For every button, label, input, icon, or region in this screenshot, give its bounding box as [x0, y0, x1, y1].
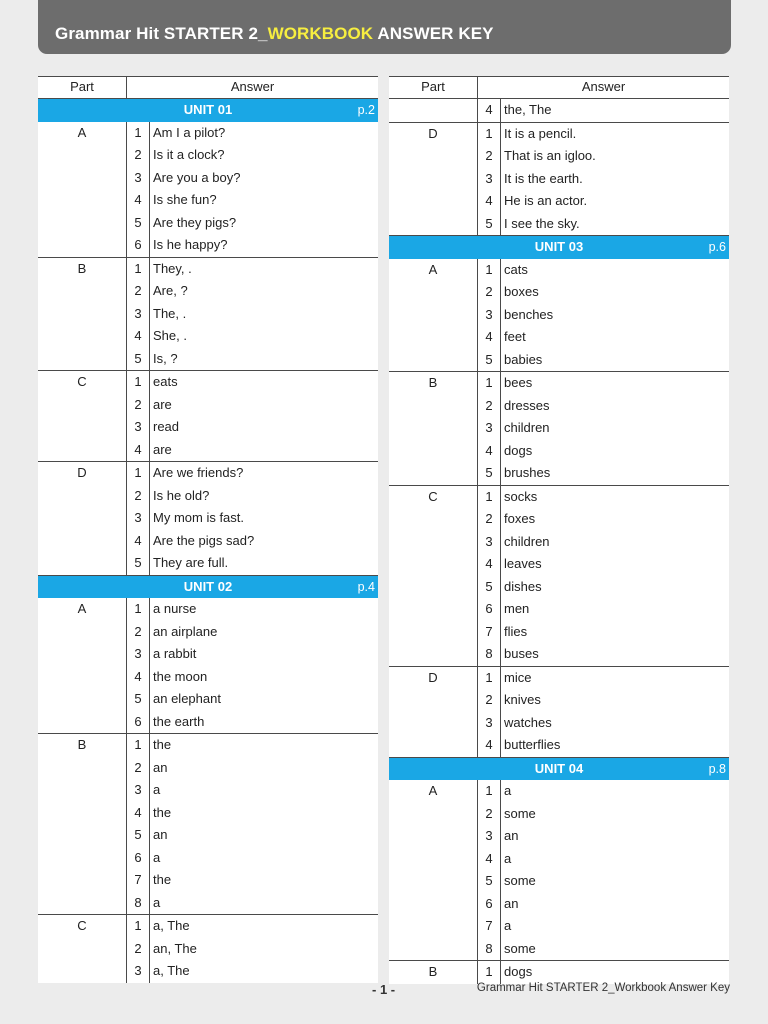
answer-row	[478, 870, 729, 893]
answer-text: an	[153, 827, 168, 842]
unit-header	[389, 236, 729, 259]
answer-list	[478, 780, 729, 960]
answer-number: 4	[127, 325, 150, 348]
answer-row	[478, 825, 729, 848]
answer-text: That is an igloo.	[504, 148, 596, 163]
answer-row	[478, 893, 729, 916]
answer-number: 5	[127, 824, 150, 847]
unit-page-ref: p.8	[708, 761, 726, 776]
answer-row	[478, 553, 729, 576]
answer-number: 1	[127, 734, 150, 757]
answer-text: are	[153, 441, 172, 457]
answer-number: 7	[127, 869, 150, 892]
answer-text: a rabbit	[153, 646, 197, 661]
answer-row	[478, 961, 729, 984]
answer-text: He is an actor.	[504, 193, 588, 208]
answer-text: flies	[504, 623, 528, 639]
answer-text: It is the earth.	[504, 170, 583, 186]
answer-number: 1	[127, 371, 150, 394]
answer-number: 2	[127, 621, 150, 644]
part-label: D	[38, 462, 127, 575]
answer-text: Are they pigs?	[153, 214, 237, 230]
answer-text: a	[504, 850, 512, 866]
answer-number: 1	[127, 122, 150, 145]
answer-text: brushes	[504, 465, 551, 480]
answer-row	[478, 531, 729, 554]
answer-number: 4	[478, 553, 501, 576]
answer-number: 3	[478, 825, 501, 848]
answer-row	[127, 394, 378, 417]
answer-row	[478, 326, 729, 349]
answer-group	[389, 372, 729, 486]
unit-title: UNIT 02	[183, 578, 233, 594]
part-label: A	[38, 122, 127, 257]
answer-text: Am I a pilot?	[153, 124, 226, 140]
answer-number: 3	[478, 531, 501, 554]
answer-text: the	[153, 804, 172, 820]
part-label: A	[38, 598, 127, 733]
answer-text: babies	[504, 351, 543, 367]
answer-row	[127, 847, 378, 870]
answer-group	[38, 122, 378, 258]
answer-text: dresses	[504, 397, 550, 413]
answer-number: 5	[478, 870, 501, 893]
answer-list	[478, 372, 729, 485]
answer-text: the moon	[153, 668, 208, 684]
answer-row	[127, 530, 378, 553]
answer-row	[127, 234, 378, 257]
answer-row	[478, 576, 729, 599]
answer-row	[478, 643, 729, 666]
answer-number: 1	[478, 667, 501, 690]
answer-group	[38, 462, 378, 576]
answer-text: an	[153, 759, 168, 775]
answer-text: some	[504, 940, 536, 956]
answer-text: a, The	[153, 963, 190, 978]
part-label: B	[389, 961, 478, 984]
answer-number: 2	[127, 938, 150, 961]
answer-list	[478, 123, 729, 236]
part-label: D	[389, 667, 478, 757]
answer-text: the	[153, 737, 172, 752]
answer-number: 4	[127, 802, 150, 825]
answer-text: Are we friends?	[153, 465, 244, 480]
answer-row	[478, 259, 729, 282]
answer-row	[478, 372, 729, 395]
answer-text: She, .	[153, 328, 187, 343]
answer-number: 5	[478, 462, 501, 485]
answer-row	[127, 960, 378, 983]
answer-number: 5	[127, 552, 150, 575]
answer-text: a, The	[153, 918, 190, 933]
answer-row	[478, 848, 729, 871]
part-label: B	[38, 734, 127, 914]
answer-number: 7	[478, 621, 501, 644]
answer-row	[478, 712, 729, 735]
answer-text: dogs	[504, 964, 533, 979]
answer-row	[478, 667, 729, 690]
answer-text: watches	[504, 714, 552, 730]
right-table-body	[389, 99, 729, 984]
answer-text: a nurse	[153, 601, 197, 616]
answer-list	[478, 486, 729, 666]
unit-title: UNIT 01	[183, 102, 233, 117]
answer-number: 2	[478, 508, 501, 531]
answer-number: 2	[478, 145, 501, 168]
answer-row	[127, 212, 378, 235]
answer-row	[127, 734, 378, 757]
answer-text: an, The	[153, 940, 197, 956]
answer-number: 1	[127, 598, 150, 621]
answer-row	[127, 348, 378, 371]
answer-row	[127, 915, 378, 938]
footer-title: Grammar Hit STARTER 2_Workbook Answer Key	[476, 982, 730, 994]
answer-number: 3	[478, 304, 501, 327]
answer-row	[478, 462, 729, 485]
answer-number: 2	[478, 281, 501, 304]
answer-column-header: Answer	[230, 79, 275, 94]
title-prefix: Grammar Hit STARTER 2_	[55, 24, 268, 43]
answer-group	[38, 371, 378, 462]
answer-text: Is he happy?	[153, 237, 228, 252]
answer-row	[478, 349, 729, 372]
answer-list	[127, 122, 378, 257]
answer-number: 4	[478, 190, 501, 213]
answer-text: a	[504, 918, 512, 933]
answer-text: Are, ?	[153, 283, 188, 298]
answer-text: knives	[504, 692, 541, 707]
answer-row	[127, 892, 378, 915]
answer-row	[127, 189, 378, 212]
answer-text: buses	[504, 646, 539, 661]
answer-text: dishes	[504, 578, 542, 594]
answer-list	[127, 462, 378, 575]
answer-text: cats	[504, 261, 528, 277]
answer-text: an elephant	[153, 691, 221, 706]
answer-text: Are the pigs sad?	[153, 532, 255, 548]
answer-number: 6	[478, 598, 501, 621]
answer-text: I see the sky.	[504, 215, 580, 231]
answer-number: 2	[127, 757, 150, 780]
left-table-body	[38, 99, 378, 983]
answer-number: 4	[478, 99, 501, 122]
page-number: - 1 -	[372, 982, 396, 997]
left-answer-table	[38, 76, 378, 983]
answer-number: 1	[478, 123, 501, 146]
answer-row	[127, 122, 378, 145]
answer-number: 2	[478, 803, 501, 826]
answer-number: 1	[478, 780, 501, 803]
answer-number: 2	[127, 394, 150, 417]
part-label: B	[389, 372, 478, 485]
answer-number: 2	[478, 395, 501, 418]
answer-text: some	[504, 805, 536, 821]
answer-row	[478, 440, 729, 463]
answer-text: eats	[153, 374, 178, 389]
answer-text: a	[504, 783, 512, 798]
answer-number: 8	[478, 643, 501, 666]
answer-text: an	[504, 828, 519, 843]
answer-row	[478, 780, 729, 803]
answer-row	[127, 824, 378, 847]
answer-row	[478, 213, 729, 236]
answer-group	[389, 667, 729, 758]
answer-row	[127, 711, 378, 734]
answer-text: an	[504, 895, 519, 911]
answer-row	[478, 486, 729, 509]
answer-number: 1	[478, 486, 501, 509]
right-answer-table	[389, 76, 729, 984]
answer-text: children	[504, 533, 550, 549]
title-suffix: ANSWER KEY	[373, 24, 494, 43]
answer-number: 1	[127, 462, 150, 485]
answer-number: 6	[127, 847, 150, 870]
answer-number: 1	[478, 372, 501, 395]
answer-number: 1	[478, 259, 501, 282]
answer-text: The, .	[153, 305, 187, 321]
answer-number: 3	[478, 417, 501, 440]
answer-number: 4	[127, 189, 150, 212]
answer-row	[478, 734, 729, 757]
answer-row	[127, 621, 378, 644]
part-column-header: Part	[389, 77, 478, 98]
answer-list	[127, 915, 378, 983]
answer-list	[127, 371, 378, 461]
part-label	[389, 99, 478, 122]
part-column-header: Part	[38, 77, 127, 98]
answer-text: Is it a clock?	[153, 147, 225, 162]
answer-number: 4	[478, 848, 501, 871]
answer-number: 3	[127, 960, 150, 983]
answer-text: My mom is fast.	[153, 510, 245, 525]
answer-text: Is she fun?	[153, 192, 217, 207]
answer-number: 6	[127, 234, 150, 257]
answer-row	[127, 552, 378, 575]
answer-number: 5	[127, 688, 150, 711]
answer-number: 3	[127, 416, 150, 439]
unit-title: UNIT 03	[534, 239, 584, 254]
answer-number: 1	[127, 258, 150, 281]
answer-row	[127, 371, 378, 394]
unit-header	[389, 758, 729, 781]
answer-row	[478, 508, 729, 531]
unit-title: UNIT 04	[534, 760, 584, 776]
answer-group	[38, 598, 378, 734]
answer-number: 5	[127, 348, 150, 371]
answer-row	[127, 485, 378, 508]
answer-text: mice	[504, 669, 532, 685]
answer-group	[389, 99, 729, 123]
answer-number: 3	[127, 303, 150, 326]
answer-number: 3	[478, 168, 501, 191]
answer-text: socks	[504, 488, 538, 504]
part-label: A	[389, 259, 478, 372]
answer-row	[478, 304, 729, 327]
answer-group	[389, 961, 729, 984]
answer-list	[127, 258, 378, 371]
answer-number: 2	[127, 144, 150, 167]
title-highlight: WORKBOOK	[267, 24, 374, 43]
answer-text: foxes	[504, 511, 536, 526]
answer-row	[478, 123, 729, 146]
answer-text: the	[153, 872, 172, 887]
answer-row	[127, 779, 378, 802]
answer-text: benches	[504, 306, 554, 322]
answer-number: 5	[478, 213, 501, 236]
answer-row	[127, 802, 378, 825]
answer-row	[478, 99, 729, 122]
answer-number: 2	[127, 485, 150, 508]
answer-row	[127, 167, 378, 190]
answer-number: 4	[127, 530, 150, 553]
answer-number: 4	[478, 440, 501, 463]
answer-number: 4	[478, 734, 501, 757]
answer-text: It is a pencil.	[504, 125, 577, 141]
answer-row	[478, 938, 729, 961]
answer-text: the earth	[153, 713, 205, 729]
part-label: C	[389, 486, 478, 666]
answer-number: 6	[478, 893, 501, 916]
answer-number: 1	[478, 961, 501, 984]
part-label: C	[38, 371, 127, 461]
answer-group	[38, 258, 378, 372]
unit-page-ref: p.4	[357, 579, 375, 594]
answer-row	[127, 757, 378, 780]
answer-row	[127, 325, 378, 348]
answer-text: leaves	[504, 556, 542, 571]
answer-row	[127, 666, 378, 689]
answer-text: men	[504, 601, 530, 616]
answer-list	[478, 961, 729, 984]
answer-text: the, The	[504, 102, 552, 117]
answer-number: 3	[478, 712, 501, 735]
answer-row	[127, 643, 378, 666]
answer-text: They are full.	[153, 555, 229, 570]
answer-text: a	[153, 849, 161, 865]
answer-group	[38, 915, 378, 983]
answer-row	[127, 280, 378, 303]
answer-text: butterflies	[504, 737, 561, 752]
answer-group	[389, 486, 729, 667]
answer-list	[127, 598, 378, 733]
answer-text: children	[504, 420, 550, 435]
answer-text: They, .	[153, 260, 192, 276]
answer-text: dogs	[504, 442, 533, 458]
header-bar	[38, 0, 731, 54]
answer-number: 1	[127, 915, 150, 938]
answer-number: 3	[127, 167, 150, 190]
answer-text: Is he old?	[153, 487, 210, 503]
table-header	[389, 76, 729, 99]
answer-row	[478, 598, 729, 621]
answer-row	[478, 915, 729, 938]
table-header	[38, 76, 378, 99]
answer-list	[478, 259, 729, 372]
answer-number: 6	[127, 711, 150, 734]
answer-row	[127, 598, 378, 621]
answer-row	[478, 803, 729, 826]
answer-text: feet	[504, 329, 526, 344]
answer-column-header: Answer	[581, 79, 626, 94]
answer-number: 8	[127, 892, 150, 915]
answer-number: 3	[127, 643, 150, 666]
answer-group	[389, 780, 729, 961]
unit-page-ref: p.2	[357, 103, 375, 117]
answer-number: 7	[478, 915, 501, 938]
answer-number: 2	[127, 280, 150, 303]
answer-row	[478, 145, 729, 168]
answer-text: Are you a boy?	[153, 169, 241, 185]
answer-text: a	[153, 782, 161, 797]
answer-row	[127, 507, 378, 530]
answer-row	[127, 869, 378, 892]
answer-group	[389, 123, 729, 237]
answer-number: 2	[478, 689, 501, 712]
unit-header	[38, 576, 378, 599]
answer-row	[478, 689, 729, 712]
answer-row	[127, 144, 378, 167]
answer-number: 4	[127, 439, 150, 462]
answer-row	[127, 303, 378, 326]
answer-number: 3	[127, 507, 150, 530]
answer-text: Is, ?	[153, 350, 178, 366]
unit-page-ref: p.6	[708, 240, 726, 254]
part-label: D	[389, 123, 478, 236]
answer-list	[127, 734, 378, 914]
answer-text: some	[504, 873, 536, 888]
answer-number: 3	[127, 779, 150, 802]
answer-text: bees	[504, 375, 533, 390]
answer-row	[478, 395, 729, 418]
answer-list	[478, 99, 729, 122]
answer-row	[478, 190, 729, 213]
answer-text: read	[153, 419, 180, 434]
unit-header	[38, 99, 378, 122]
answer-text: boxes	[504, 284, 539, 299]
part-label: A	[389, 780, 478, 960]
answer-row	[478, 281, 729, 304]
part-label: B	[38, 258, 127, 371]
part-label: C	[38, 915, 127, 983]
answer-text: are	[153, 396, 172, 412]
answer-number: 4	[478, 326, 501, 349]
answer-row	[478, 417, 729, 440]
answer-number: 5	[127, 212, 150, 235]
answer-row	[127, 938, 378, 961]
answer-row	[127, 688, 378, 711]
answer-text: an airplane	[153, 623, 218, 639]
answer-row	[127, 462, 378, 485]
answer-row	[478, 621, 729, 644]
answer-group	[389, 259, 729, 373]
answer-group	[38, 734, 378, 915]
answer-row	[127, 439, 378, 462]
answer-text: a	[153, 894, 161, 910]
answer-row	[127, 416, 378, 439]
answer-number: 5	[478, 576, 501, 599]
page-title	[55, 24, 494, 44]
answer-list	[478, 667, 729, 757]
answer-number: 5	[478, 349, 501, 372]
answer-row	[127, 258, 378, 281]
answer-number: 4	[127, 666, 150, 689]
answer-row	[478, 168, 729, 191]
answer-number: 8	[478, 938, 501, 961]
